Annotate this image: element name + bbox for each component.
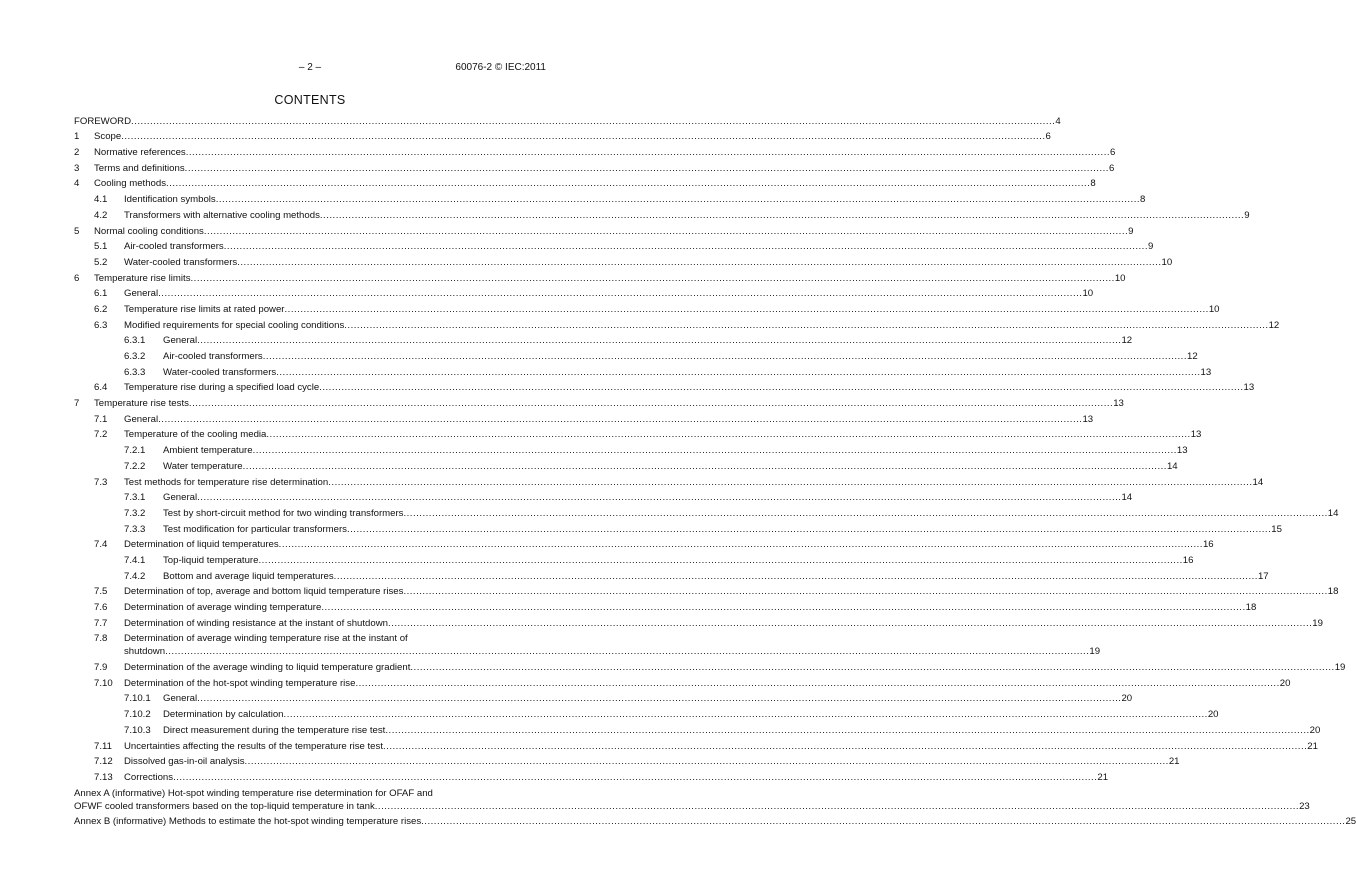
toc-entry[interactable]	[74, 617, 1323, 630]
toc-page: 20	[1309, 724, 1321, 736]
toc-number: 7.13	[94, 771, 113, 783]
toc-leader	[263, 351, 1187, 363]
toc-label: Dissolved gas-in-oil analysis	[124, 756, 245, 768]
toc-page: 20	[1121, 693, 1133, 705]
toc-label: Cooling methods	[94, 178, 166, 190]
toc-entry[interactable]	[74, 492, 1133, 504]
toc-leader	[410, 662, 1334, 674]
toc-number: 6.1	[94, 288, 108, 300]
toc-page: 13	[1082, 413, 1094, 425]
toc-number: 6.2	[94, 303, 108, 315]
toc-leader	[197, 492, 1121, 504]
toc-entry[interactable]	[74, 771, 1109, 784]
toc-label: Temperature rise tests	[94, 398, 189, 410]
toc-number: 7.3	[94, 476, 108, 488]
toc-page: 18	[1327, 586, 1339, 598]
toc-page: 16	[1182, 554, 1194, 566]
toc-page: 25	[1345, 816, 1356, 828]
toc-entry[interactable]	[74, 523, 1282, 536]
toc-entry[interactable]	[74, 194, 1146, 206]
toc-entry[interactable]	[74, 147, 1116, 159]
toc-leader	[388, 618, 1312, 630]
toc-page: 14	[1252, 476, 1264, 488]
toc-label-continued: OFWF cooled transformers based on the top-liquid temperature in tank	[74, 800, 375, 812]
toc-number: 7.2.2	[124, 460, 146, 472]
toc-entry[interactable]	[74, 756, 1180, 768]
toc-label: Determination of average winding temperature	[124, 602, 322, 613]
toc-leader	[279, 539, 1203, 551]
toc-leader	[328, 477, 1252, 489]
toc-entry[interactable]	[74, 460, 1178, 473]
toc-leader	[204, 226, 1128, 238]
toc-entry[interactable]	[74, 476, 1264, 489]
toc-leader	[224, 241, 1148, 253]
toc-leader	[347, 524, 1271, 536]
toc-entry[interactable]	[74, 256, 1173, 269]
toc-leader	[121, 131, 1045, 143]
toc-leader	[258, 555, 1182, 567]
toc-label: Water temperature	[163, 460, 243, 472]
toc-entry[interactable]	[74, 398, 1124, 410]
toc-leader	[284, 709, 1208, 721]
toc-label: General	[163, 492, 198, 504]
toc-page: 21	[1168, 756, 1180, 768]
toc-leader	[191, 273, 1115, 285]
toc-label: Determination of the average winding to liquid temperature gradient	[124, 662, 411, 674]
toc-entry[interactable]	[74, 178, 1096, 190]
toc-label: General	[163, 335, 198, 347]
standard-reference: 60076-2 © IEC:2011	[455, 62, 546, 73]
toc-page: 6	[1110, 147, 1116, 159]
toc-label: General	[124, 413, 159, 425]
toc-entry[interactable]	[74, 662, 1346, 674]
toc-label: Modified requirements for special cooling conditions	[124, 319, 345, 331]
toc-page: 10	[1114, 272, 1126, 284]
toc-label: Determination of liquid temperatures	[124, 539, 279, 551]
toc-leader	[321, 602, 1245, 614]
toc-page: 19	[1089, 646, 1101, 658]
toc-entry[interactable]	[74, 288, 1094, 300]
toc-leader	[185, 163, 1109, 175]
toc-label: Corrections	[124, 771, 174, 783]
toc-page: 9	[1128, 225, 1134, 237]
toc-number: 7.8	[94, 633, 108, 645]
toc-label: Direct measurement during the temperature rise test	[163, 724, 386, 736]
toc-number: 6.3	[94, 319, 108, 331]
toc-page: 14	[1166, 460, 1178, 472]
toc-number: 6.3.3	[124, 366, 146, 378]
toc-page: 16	[1202, 539, 1214, 551]
toc-entry[interactable]	[74, 225, 1134, 238]
toc-number: 7.2.1	[124, 445, 146, 457]
toc-label: Annex B (informative) Methods to estimate the hot-spot winding temperature rises	[74, 816, 422, 828]
toc-entry[interactable]	[74, 693, 1133, 705]
toc-page: 14	[1327, 507, 1339, 519]
toc-label: Water-cooled transformers	[124, 256, 238, 268]
toc-label: General	[124, 288, 159, 300]
toc-leader	[243, 461, 1167, 473]
toc-page: 8	[1140, 194, 1146, 206]
toc-leader	[245, 756, 1169, 768]
toc-label: Bottom and average liquid temperatures	[163, 570, 334, 582]
toc-leader	[355, 678, 1279, 690]
toc-entry[interactable]	[74, 677, 1291, 690]
toc-entry[interactable]	[74, 507, 1339, 520]
toc-leader	[165, 646, 1089, 658]
toc-leader	[383, 741, 1307, 753]
toc-label: Temperature of the cooling media	[124, 429, 267, 441]
toc-number: 7.2	[94, 429, 108, 441]
toc-label-continued: shutdown	[124, 646, 166, 658]
toc-label: Scope	[94, 131, 122, 143]
toc-entry[interactable]	[74, 131, 1051, 143]
toc-page: 18	[1245, 602, 1257, 613]
toc-number: 7.9	[94, 662, 108, 674]
toc-page: 9	[1244, 209, 1250, 221]
toc-label: Test by short-circuit method for two winding transformers	[163, 507, 404, 519]
toc-entry[interactable]	[74, 570, 1269, 583]
toc-number: 5.1	[94, 241, 108, 253]
toc-leader	[319, 382, 1243, 394]
toc-entry[interactable]	[74, 413, 1094, 426]
toc-number: 7.10.3	[124, 724, 151, 736]
toc-label: Test methods for temperature rise determination	[124, 476, 329, 488]
toc-number: 7.3.3	[124, 523, 146, 535]
toc-entry-annex-b[interactable]	[74, 816, 1356, 828]
toc-entry-wrapped[interactable]	[74, 633, 1101, 658]
toc-label: Determination of top, average and bottom liquid temperature rises	[124, 586, 404, 598]
toc-entry[interactable]	[74, 209, 1250, 222]
toc-label: Temperature rise limits	[94, 272, 191, 284]
toc-entry[interactable]	[74, 319, 1280, 332]
toc-number: 4.2	[94, 209, 108, 221]
toc-page: 19	[1312, 617, 1323, 629]
toc-leader	[344, 320, 1268, 332]
toc-leader	[403, 508, 1327, 520]
toc-leader	[216, 194, 1140, 206]
toc-number: 7.3.2	[124, 507, 146, 519]
toc-leader	[158, 288, 1082, 300]
toc-leader	[166, 178, 1090, 190]
toc-number: 5.2	[94, 256, 108, 268]
toc-number: 7.5	[94, 586, 108, 598]
toc-leader	[334, 571, 1258, 583]
toc-leader	[421, 816, 1345, 828]
toc-number: 1	[74, 131, 80, 143]
toc-label: Terms and definitions	[94, 162, 185, 174]
toc-number: 7.10.2	[124, 709, 151, 721]
toc-label: Uncertainties affecting the results of the temperature rise test	[124, 740, 383, 752]
toc-leader	[237, 257, 1161, 269]
toc-page: 15	[1271, 523, 1282, 535]
toc-number: 7.6	[94, 602, 108, 613]
toc-entry[interactable]	[74, 241, 1154, 253]
toc-leader	[158, 414, 1082, 426]
toc-number: 7	[74, 398, 80, 410]
toc-number: 7.1	[94, 413, 108, 425]
toc-page: 6	[1108, 162, 1115, 174]
toc-label: Ambient temperature	[163, 445, 253, 457]
toc-label: Normal cooling conditions	[94, 225, 204, 237]
toc-label: Annex A (informative) Hot-spot winding temperature rise determination for OFAF and	[74, 787, 433, 799]
toc-number: 7.4.1	[124, 554, 146, 566]
toc-page: 12	[1268, 319, 1280, 331]
toc-page: 4	[1055, 115, 1061, 127]
toc-page: 10	[1161, 256, 1173, 268]
toc-number: 4	[74, 178, 80, 190]
toc-leader	[186, 147, 1110, 159]
toc-number: 7.7	[94, 617, 108, 629]
toc-label: Air-cooled transformers	[163, 351, 263, 362]
toc-entry[interactable]	[74, 272, 1126, 285]
toc-number: 7.10	[94, 677, 113, 689]
toc-label: Normative references	[94, 147, 186, 159]
toc-entry[interactable]	[74, 445, 1188, 457]
toc-number: 2	[74, 147, 80, 159]
toc-entry[interactable]	[74, 335, 1133, 347]
toc-label: General	[163, 693, 198, 705]
toc-page: 17	[1257, 570, 1269, 582]
toc-number: 7.3.1	[124, 492, 146, 504]
toc-page: 6	[1045, 131, 1051, 143]
toc-page: 23	[1299, 800, 1310, 812]
toc-entry[interactable]	[74, 382, 1255, 394]
toc-page: 20	[1279, 677, 1291, 689]
toc-leader	[197, 335, 1121, 347]
toc-entry[interactable]	[74, 351, 1198, 363]
toc-entry[interactable]	[74, 303, 1220, 316]
toc-number: 6	[74, 272, 80, 284]
toc-entry[interactable]	[74, 429, 1202, 441]
toc-number: 4.1	[94, 194, 108, 206]
toc-leader	[189, 398, 1113, 410]
toc-number: 6.4	[94, 382, 108, 394]
table-of-contents	[74, 112, 1356, 828]
toc-page: 12	[1187, 351, 1198, 362]
toc-label: Top-liquid temperature	[163, 554, 259, 566]
toc-number: 7.12	[94, 756, 113, 768]
toc-label: Temperature rise during a specified load cycle	[124, 382, 320, 394]
toc-page: 21	[1307, 740, 1318, 752]
toc-page: 10	[1208, 303, 1220, 315]
toc-entry[interactable]	[74, 162, 1115, 175]
toc-label: Transformers with alternative cooling methods	[124, 209, 320, 221]
toc-page: 9	[1148, 241, 1154, 253]
toc-number: 7.4.2	[124, 570, 146, 582]
contents-title: CONTENTS	[274, 93, 346, 107]
toc-page: 20	[1207, 709, 1219, 721]
toc-entry[interactable]	[74, 724, 1321, 737]
toc-page: 13	[1176, 445, 1188, 457]
toc-leader	[266, 429, 1190, 441]
toc-page: 14	[1121, 492, 1133, 504]
toc-label: Water-cooled transformers	[163, 366, 277, 378]
toc-leader	[320, 210, 1244, 222]
toc-label: Air-cooled transformers	[124, 241, 224, 253]
toc-page: 19	[1334, 662, 1346, 674]
toc-entry[interactable]	[74, 602, 1257, 614]
toc-leader	[375, 801, 1299, 813]
toc-number: 6.3.1	[124, 335, 146, 347]
toc-page: 10	[1082, 288, 1094, 300]
toc-entry[interactable]	[74, 740, 1318, 753]
toc-entry[interactable]	[74, 366, 1212, 379]
toc-page: 13	[1113, 398, 1124, 410]
toc-entry-foreword[interactable]	[74, 115, 1061, 128]
toc-leader	[385, 725, 1309, 737]
toc-page: 13	[1190, 429, 1202, 441]
toc-entry[interactable]	[74, 554, 1194, 567]
toc-entry[interactable]	[74, 539, 1214, 551]
toc-leader	[253, 445, 1177, 457]
toc-entry[interactable]	[74, 709, 1219, 721]
toc-number: 5	[74, 225, 80, 237]
toc-leader	[276, 367, 1200, 379]
toc-number: 7.4	[94, 539, 108, 551]
page-number: – 2 –	[298, 62, 322, 73]
toc-label: Identification symbols	[124, 194, 216, 206]
toc-number: 6.3.2	[124, 351, 146, 362]
toc-leader	[197, 693, 1121, 705]
toc-label: Determination of the hot-spot winding temperature rise	[124, 677, 356, 689]
toc-leader	[285, 304, 1209, 316]
toc-page: 21	[1097, 771, 1109, 783]
toc-label: Determination by calculation	[163, 709, 284, 721]
toc-label: FOREWORD	[74, 115, 132, 127]
toc-entry[interactable]	[74, 586, 1339, 598]
toc-label: Determination of average winding temperature rise at the instant of	[124, 633, 408, 645]
toc-label: Determination of winding resistance at the instant of shutdown	[124, 617, 388, 629]
toc-number: 3	[74, 162, 80, 174]
toc-number: 7.10.1	[124, 693, 151, 705]
toc-number: 7.11	[94, 740, 112, 752]
toc-leader	[131, 116, 1055, 128]
toc-label: Temperature rise limits at rated power	[124, 303, 285, 315]
toc-page: 13	[1243, 382, 1255, 394]
toc-leader	[173, 772, 1097, 784]
toc-page: 8	[1090, 178, 1096, 190]
toc-label: Test modification for particular transformers	[163, 523, 347, 535]
toc-page: 12	[1121, 335, 1133, 347]
toc-leader	[403, 586, 1327, 598]
toc-page: 13	[1200, 366, 1212, 378]
toc-entry-annex-a[interactable]	[74, 787, 1310, 813]
